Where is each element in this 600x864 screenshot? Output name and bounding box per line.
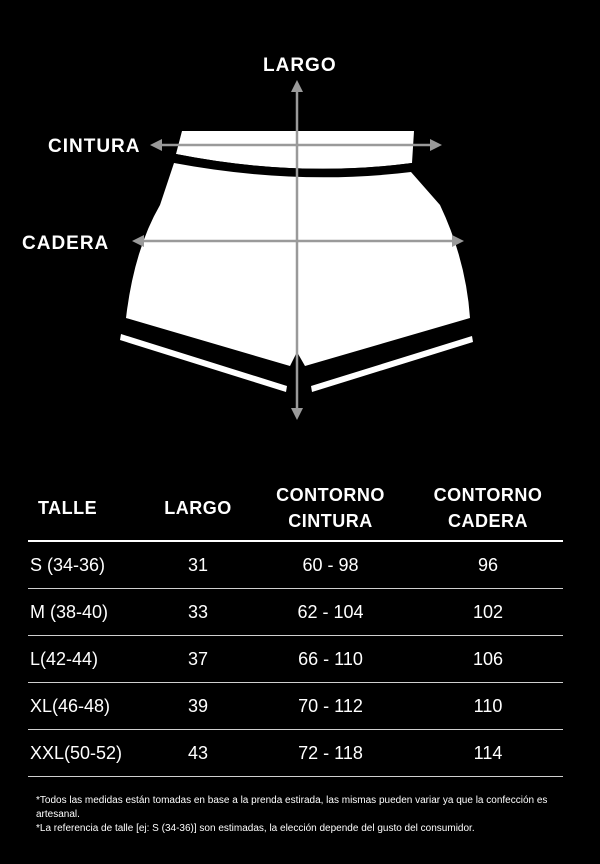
header-cadera-line2: CADERA bbox=[447, 511, 528, 531]
table-row bbox=[28, 541, 563, 589]
cell-cadera: 106 bbox=[413, 636, 563, 683]
table-row bbox=[28, 730, 563, 777]
table-row bbox=[28, 683, 563, 730]
header-cadera-line1: CONTORNO bbox=[433, 485, 543, 505]
cell-talle: XXL(50-52) bbox=[28, 730, 148, 777]
cell-cintura: 72 - 118 bbox=[248, 730, 413, 777]
cell-cadera: 102 bbox=[413, 589, 563, 636]
header-contorno-cintura bbox=[248, 476, 413, 541]
cadera-arrow-head-right bbox=[452, 235, 464, 247]
table-row bbox=[28, 589, 563, 636]
cell-largo: 31 bbox=[148, 541, 248, 589]
cell-largo: 33 bbox=[148, 589, 248, 636]
cell-talle: M (38-40) bbox=[28, 589, 148, 636]
cell-cadera: 96 bbox=[413, 541, 563, 589]
header-cintura-line2: CINTURA bbox=[288, 511, 373, 531]
table-header-row bbox=[28, 476, 563, 541]
cadera-arrow-head-left bbox=[132, 235, 144, 247]
cell-cintura: 70 - 112 bbox=[248, 683, 413, 730]
cintura-arrow-head-left bbox=[150, 139, 162, 151]
cell-cintura: 62 - 104 bbox=[248, 589, 413, 636]
largo-arrow-head-bottom bbox=[291, 408, 303, 420]
footnote-measurements: *Todos las medidas están tomadas en base a la prenda estirada, las mismas pueden variar ya que la confección es artesanal. bbox=[36, 795, 548, 820]
cell-largo: 37 bbox=[148, 636, 248, 683]
cell-cadera: 114 bbox=[413, 730, 563, 777]
header-talle: TALLE bbox=[28, 476, 148, 541]
cell-talle: XL(46-48) bbox=[28, 683, 148, 730]
header-cintura-line1: CONTORNO bbox=[276, 485, 385, 505]
header-largo: LARGO bbox=[148, 476, 248, 541]
largo-label: LARGO bbox=[263, 55, 337, 76]
cintura-label: CINTURA bbox=[48, 136, 141, 157]
table-row bbox=[28, 636, 563, 683]
cell-largo: 39 bbox=[148, 683, 248, 730]
cell-cadera: 110 bbox=[413, 683, 563, 730]
cintura-arrow-head-right bbox=[430, 139, 442, 151]
cell-cintura: 66 - 110 bbox=[248, 636, 413, 683]
largo-arrow-head-top bbox=[291, 80, 303, 92]
size-table bbox=[28, 476, 563, 777]
cell-cintura: 60 - 98 bbox=[248, 541, 413, 589]
cell-talle: S (34-36) bbox=[28, 541, 148, 589]
cell-largo: 43 bbox=[148, 730, 248, 777]
header-contorno-cadera bbox=[413, 476, 563, 541]
footnote-size-reference: *La referencia de talle [ej: S (34-36)] son estimadas, la elección depende del gusto del consumidor. bbox=[36, 823, 475, 834]
footnotes bbox=[36, 794, 556, 836]
cell-talle: L(42-44) bbox=[28, 636, 148, 683]
cadera-label: CADERA bbox=[22, 233, 110, 254]
